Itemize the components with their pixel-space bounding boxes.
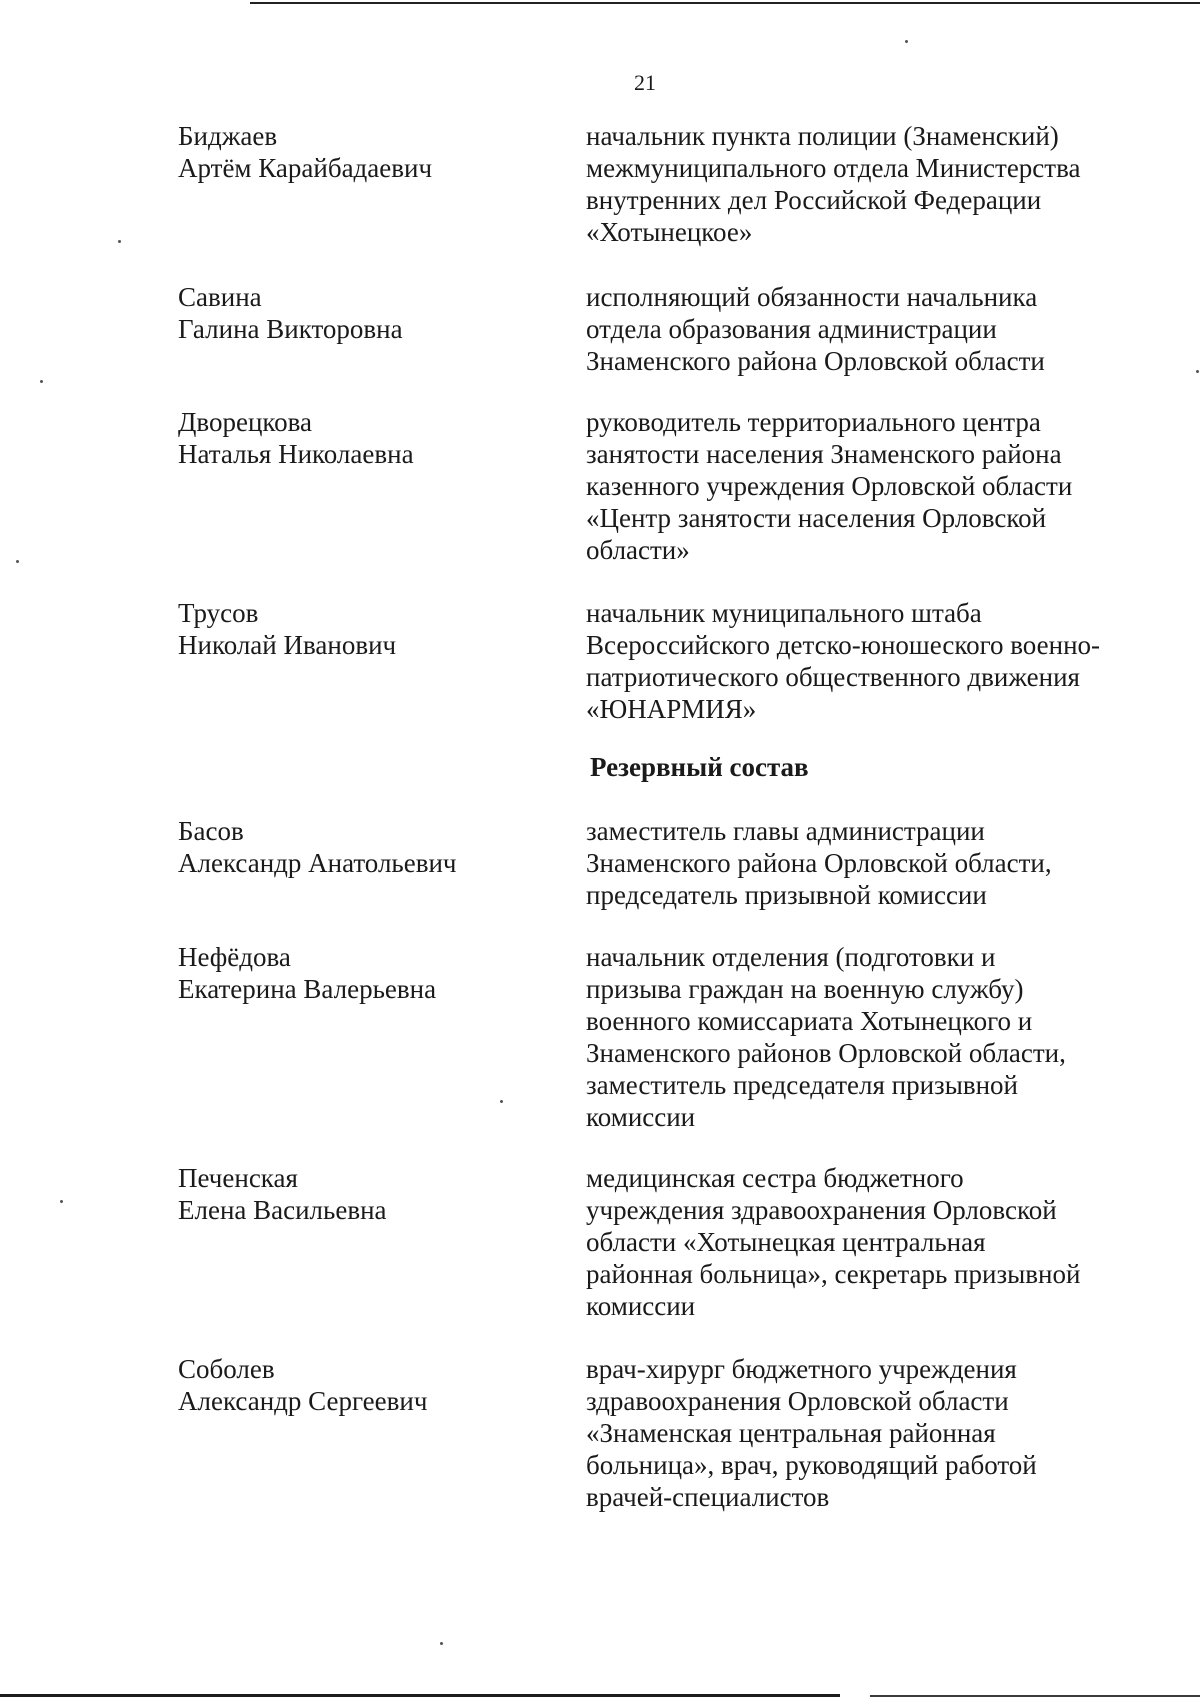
scan-speck: [118, 240, 121, 243]
member-surname: Биджаев: [178, 121, 278, 151]
member-role: [586, 406, 1146, 566]
member-given-names: Артём Карайбадаевич: [178, 153, 433, 183]
role-line: области»: [586, 535, 690, 565]
role-line: отдела образования администрации: [586, 314, 997, 344]
role-line: «ЮНАРМИЯ»: [586, 694, 757, 724]
scan-speck: [16, 560, 19, 563]
member-surname: Печенская: [178, 1163, 298, 1193]
member-name: [178, 941, 568, 1005]
member-surname: Соболев: [178, 1354, 275, 1384]
role-line: заместитель главы администрации: [586, 816, 985, 846]
member-name: [178, 815, 568, 879]
member-name: [178, 1353, 568, 1417]
role-line: исполняющий обязанности начальника: [586, 282, 1038, 312]
scan-speck: [440, 1642, 443, 1645]
scan-speck: [1196, 370, 1199, 373]
scan-speck: [60, 1200, 63, 1203]
role-line: «Хотынецкое»: [586, 217, 753, 247]
member-name: [178, 597, 568, 661]
member-given-names: Екатерина Валерьевна: [178, 974, 437, 1004]
member-surname: Дворецкова: [178, 407, 313, 437]
role-line: комиссии: [586, 1291, 696, 1321]
member-name: [178, 406, 568, 470]
scan-speck: [40, 380, 43, 383]
member-role: [586, 281, 1146, 377]
role-line: казенного учреждения Орловской области: [586, 471, 1073, 501]
role-line: врач-хирург бюджетного учреждения: [586, 1354, 1017, 1384]
role-line: Знаменского района Орловской области,: [586, 848, 1052, 878]
role-line: медицинская сестра бюджетного: [586, 1163, 964, 1193]
scan-speck: [905, 40, 908, 43]
role-line: Знаменского районов Орловской области,: [586, 1038, 1066, 1068]
scan-bottom-edge-line-right: [870, 1695, 1200, 1697]
member-given-names: Александр Сергеевич: [178, 1386, 428, 1416]
scan-top-edge-line: [250, 2, 1200, 4]
member-given-names: Елена Васильевна: [178, 1195, 387, 1225]
role-line: занятости населения Знаменского района: [586, 439, 1062, 469]
role-line: области «Хотынецкая центральная: [586, 1227, 986, 1257]
scan-bottom-edge-line: [0, 1694, 840, 1697]
role-line: районная больница», секретарь призывной: [586, 1259, 1081, 1289]
member-name: [178, 120, 568, 184]
role-line: межмуниципального отдела Министерства: [586, 153, 1081, 183]
member-role: [586, 815, 1146, 911]
role-line: заместитель председателя призывной: [586, 1070, 1018, 1100]
member-role: [586, 1162, 1146, 1322]
role-line: военного комиссариата Хотынецкого и: [586, 1006, 1033, 1036]
member-role: [586, 597, 1146, 725]
member-surname: Басов: [178, 816, 244, 846]
role-line: врачей-специалистов: [586, 1482, 830, 1512]
member-name: [178, 281, 568, 345]
member-given-names: Галина Викторовна: [178, 314, 403, 344]
role-line: начальник пункта полиции (Знаменский): [586, 121, 1059, 151]
role-line: «Центр занятости населения Орловской: [586, 503, 1047, 533]
member-given-names: Николай Иванович: [178, 630, 397, 660]
role-line: призыва граждан на военную службу): [586, 974, 1024, 1004]
role-line: внутренних дел Российской Федерации: [586, 185, 1042, 215]
member-surname: Трусов: [178, 598, 259, 628]
member-role: [586, 120, 1146, 248]
member-name: [178, 1162, 568, 1226]
member-given-names: Александр Анатольевич: [178, 848, 457, 878]
role-line: начальник муниципального штаба: [586, 598, 982, 628]
role-line: Знаменского района Орловской области: [586, 346, 1045, 376]
role-line: руководитель территориального центра: [586, 407, 1041, 437]
role-line: председатель призывной комиссии: [586, 880, 987, 910]
member-surname: Савина: [178, 282, 262, 312]
member-role: [586, 941, 1146, 1133]
role-line: начальник отделения (подготовки и: [586, 942, 996, 972]
role-line: патриотического общественного движения: [586, 662, 1080, 692]
page-number: 21: [634, 70, 656, 95]
role-line: комиссии: [586, 1102, 696, 1132]
member-given-names: Наталья Николаевна: [178, 439, 414, 469]
scan-speck: [500, 1100, 503, 1103]
role-line: «Знаменская центральная районная: [586, 1418, 996, 1448]
role-line: учреждения здравоохранения Орловской: [586, 1195, 1057, 1225]
member-role: [586, 1353, 1146, 1513]
member-surname: Нефёдова: [178, 942, 291, 972]
reserve-section-heading: Резервный состав: [590, 752, 809, 782]
role-line: Всероссийского детско-юношеского военно-: [586, 630, 1101, 660]
role-line: больница», врач, руководящий работой: [586, 1450, 1037, 1480]
role-line: здравоохранения Орловской области: [586, 1386, 1009, 1416]
